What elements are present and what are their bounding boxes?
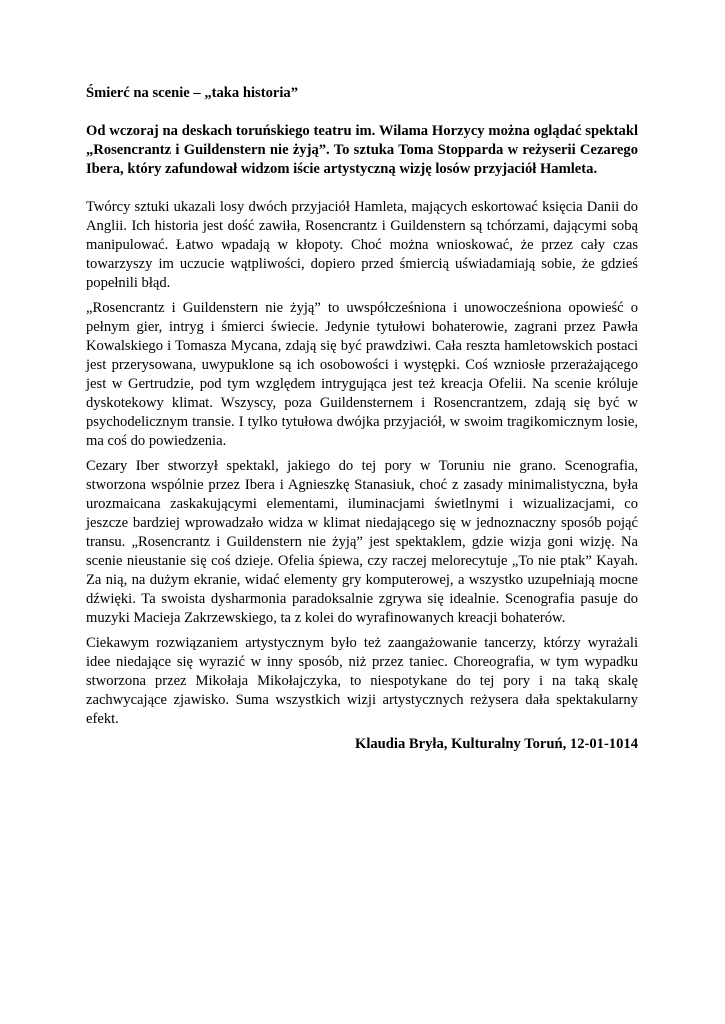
document-page bbox=[86, 84, 638, 754]
article-paragraph-1: Twórcy sztuki ukazali losy dwóch przyjaciół Hamleta, mających eskortować księcia Danii do Anglii. Ich historia jest dość zawiła, Rosencrantz i Guildenstern są tchórzami, dającymi sobą manipulować. Łatwo wpadają w kłopoty. Choć można wnioskować, że przez cały czas towarzyszy im uczucie wątpliwości, dopiero przed śmiercią uświadamiają sobie, że gdzieś popełnili błąd. bbox=[86, 199, 638, 291]
article-signature: Klaudia Bryła, Kulturalny Toruń, 12-01-1014 bbox=[354, 736, 638, 752]
article-paragraph-2: „Rosencrantz i Guildenstern nie żyją” to uwspółcześniona i unowocześniona opowieść o pełnym gier, intryg i śmierci świecie. Jedynie tytułowi bohaterowie, zagrani przez Pawła Kowalskiego i Tomasza Mycana, zdają się być prawdziwi. Cała reszta hamletowskich postaci jest przerysowana, uwypuklone są ich osobowości i występki. Coś wzniosłe przerażającego jest w Gertrudzie, pod tym względem intrygująca jest też kreacja Ofelii. Na scenie króluje dyskotekowy klimat. Wszyscy, poza Guildensternem i Rosencrantzem, zdają się być w psychodelicznym transie. I tylko tytułowa dwójka przyjaciół, w swoim tragikomicznym losie, ma coś do powiedzenia. bbox=[86, 300, 638, 449]
article-title: Śmierć na scenie – „taka historia” bbox=[86, 85, 298, 101]
article-lead: Od wczoraj na deskach toruńskiego teatru im. Wilama Horzycy można oglądać spektakl „Rosencrantz i Guildenstern nie żyją”. To sztuka Toma Stopparda w reżyserii Cezarego Ibera, który zafundował widzom iście artystyczną wizję losów przyjaciół Hamleta. bbox=[86, 123, 638, 177]
article-paragraph-4: Ciekawym rozwiązaniem artystycznym było też zaangażowanie tancerzy, którzy wyrażali idee niedające się wyrazić w inny sposób, niż przez taniec. Choreografia, w tym wypadku stworzona przez Mikołaja Mikołajczyka, to niespotykane do tej pory i na taką skalę zachwycające zjawisko. Suma wszystkich wizji artystycznych reżysera dała spektakularny efekt. bbox=[86, 635, 638, 727]
article-paragraph-3: Cezary Iber stworzył spektakl, jakiego do tej pory w Toruniu nie grano. Scenografia, stworzona wspólnie przez Ibera i Agnieszkę Stanasiuk, choć z zasady minimalistyczna, była urozmaicana zaskakującymi elementami, iluminacjami świetlnymi i wizualizacjami, co jeszcze bardziej wprowadzało widza w klimat niedającego się w jednoznaczny sposób pojąć transu. „Rosencrantz i Guildenstern nie żyją” jest spektaklem, gdzie wizja goni wizję. Na scenie nieustanie się coś dzieje. Ofelia śpiewa, czy raczej melorecytuje „To nie ptak” Kayah. Za nią, na dużym ekranie, widać elementy gry komputerowej, a wszystko uzupełniają mocne dźwięki. Ta swoista dysharmonia paradoksalnie zgrywa się idealnie. Scenografia pasuje do muzyki Macieja Zakrzewskiego, ta z kolei do wyrafinowanych kreacji bohaterów. bbox=[86, 458, 638, 626]
